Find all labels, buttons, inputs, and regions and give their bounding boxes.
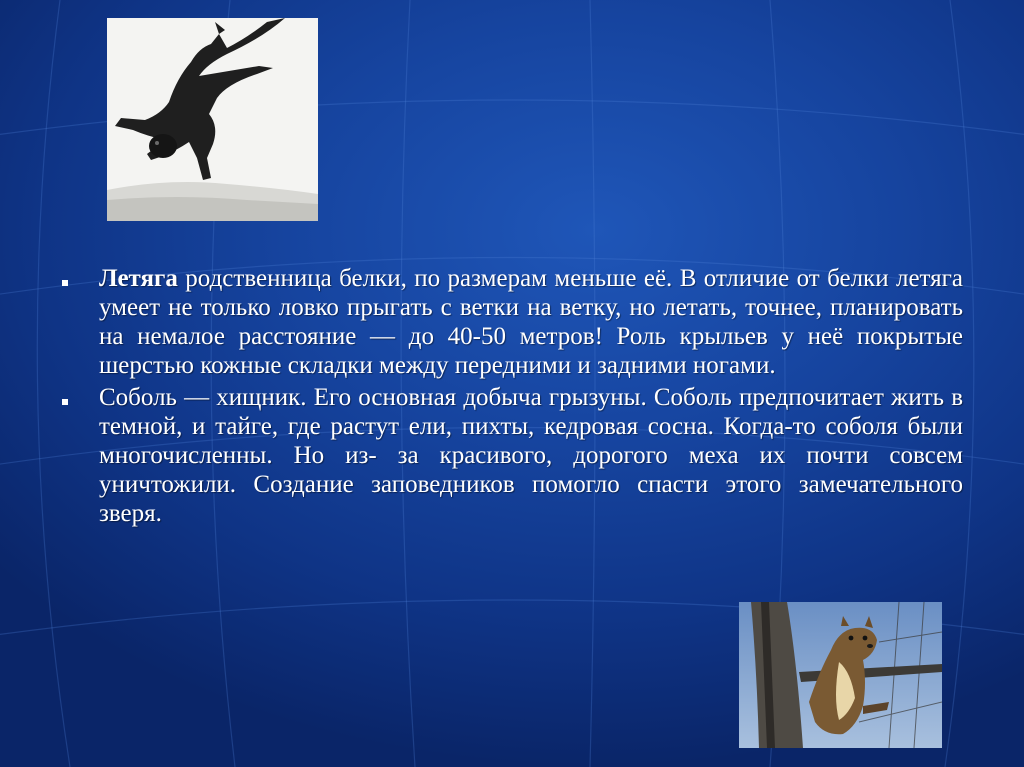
square-bullet-icon xyxy=(62,399,68,405)
bullet-item-flying-squirrel xyxy=(58,264,963,380)
bullet-list xyxy=(58,264,963,531)
bullet-body: родственница белки, по размерам меньше её. В отличие от белки летяга умеет не только ловко прыгать с ветки на ветку, но летать, точнее, планировать на немалое расстояние — до 40-50 метров! Роль крыльев у неё покрытые шерстью кожные складки между передними и задними ногами. xyxy=(99,265,963,379)
bullet-text xyxy=(99,264,963,380)
square-bullet-icon xyxy=(62,280,68,286)
bullet-lead-word: Летяга xyxy=(99,265,178,292)
bullet-text xyxy=(99,383,963,528)
sable-photo xyxy=(739,602,942,748)
bullet-body: Соболь — хищник. Его основная добыча грызуны. Соболь предпочитает жить в темной, и тайге, где растут ели, пихты, кедровая сосна. Когда-то соболя были многочисленны. Но из- за красивого, дорогого меха их почти совсем уничтожили. Создание заповедников помогло спасти этого замечательного зверя. xyxy=(99,384,963,527)
bullet-item-sable xyxy=(58,383,963,528)
flying-squirrel-photo xyxy=(107,18,318,221)
